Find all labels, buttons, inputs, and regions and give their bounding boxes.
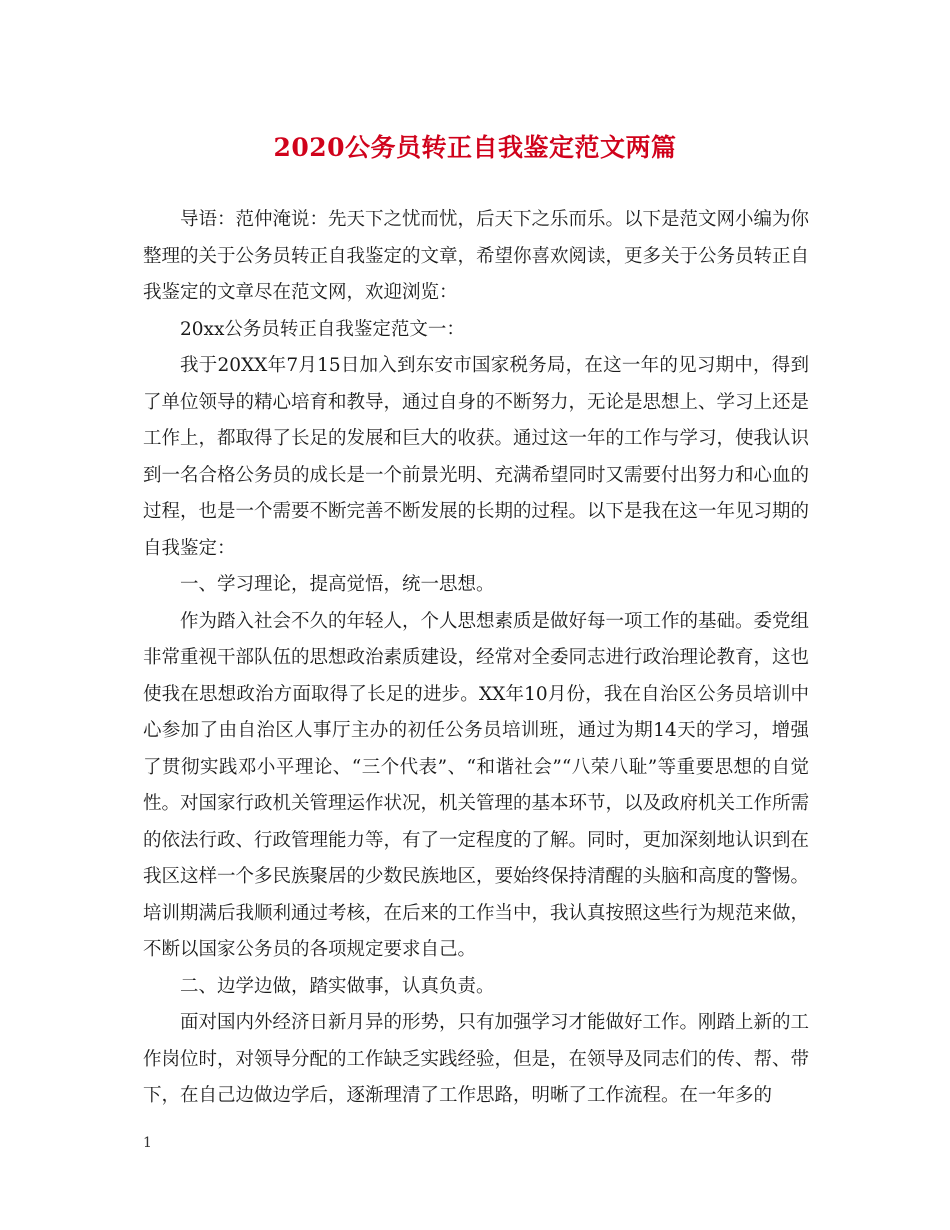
section-heading-one: 一、学习理论，提高觉悟，统一思想。 <box>180 574 495 595</box>
body-paragraph: 我于20XX年7月15日加入到东安市国家税务局，在这一年的见习期中，得到了单位领导的精心培育和教导，通过自身的不断努力，无论是思想上、学习上还是工作上，都取得了长足的发展和巨大的收获。通过这一年的工作与学习，使我认识到一名合格公务员的成长是一个前景光明、充满希望同时又需要付出努力和心血的过程，也是一个需要不断完善不断发展的长期的过程。以下是我在这一年见习期的自我鉴定： <box>143 355 810 559</box>
document-body <box>143 202 809 1115</box>
page-number: 1 <box>143 1135 152 1151</box>
section-heading-sample-one: 20xx公务员转正自我鉴定范文一： <box>180 318 465 340</box>
body-paragraph: 作为踏入社会不久的年轻人，个人思想素质是做好每一项工作的基础。委党组非常重视干部队伍的思想政治素质建设，经常对全委同志进行政治理论教育，这也使我在思想政治方面取得了长足的进步。XX年10月份，我在自治区公务员培训中心参加了由自治区人事厅主办的初任公务员培训班，通过为期14天的学习，增强了贯彻实践邓小平理论、“三个代表”、“和谐社会”“八荣八耻”等重要思想的自觉性。对国家行政机关管理运作状况，机关管理的基本环节，以及政府机关工作所需的依法行政、行政管理能力等，有了一定程度的了解。同时，更加深刻地认识到在我区这样一个多民族聚居的少数民族地区，要始终保持清醒的头脑和高度的警惕。培训期满后我顺利通过考核，在后来的工作当中，我认真按照这些行为规范来做，不断以国家公务员的各项规定要求自己。 <box>143 610 810 960</box>
document-title: 2020公务员转正自我鉴定范文两篇 <box>273 133 677 162</box>
body-paragraph: 面对国内外经济日新月异的形势，只有加强学习才能做好工作。刚踏上新的工作岗位时，对领导分配的工作缺乏实践经验，但是，在领导及同志们的传、帮、带下，在自己边做边学后，逐渐理清了工作思路，明晰了工作流程。在一年多的 <box>143 1012 810 1106</box>
intro-paragraph: 导语：范仲淹说：先天下之忧而忧，后天下之乐而乐。以下是范文网小编为你整理的关于公务员转正自我鉴定的文章，希望你喜欢阅读，更多关于公务员转正自我鉴定的文章尽在范文网，欢迎浏览： <box>143 209 810 303</box>
section-heading-two: 二、边学边做，踏实做事，认真负责。 <box>180 975 495 997</box>
